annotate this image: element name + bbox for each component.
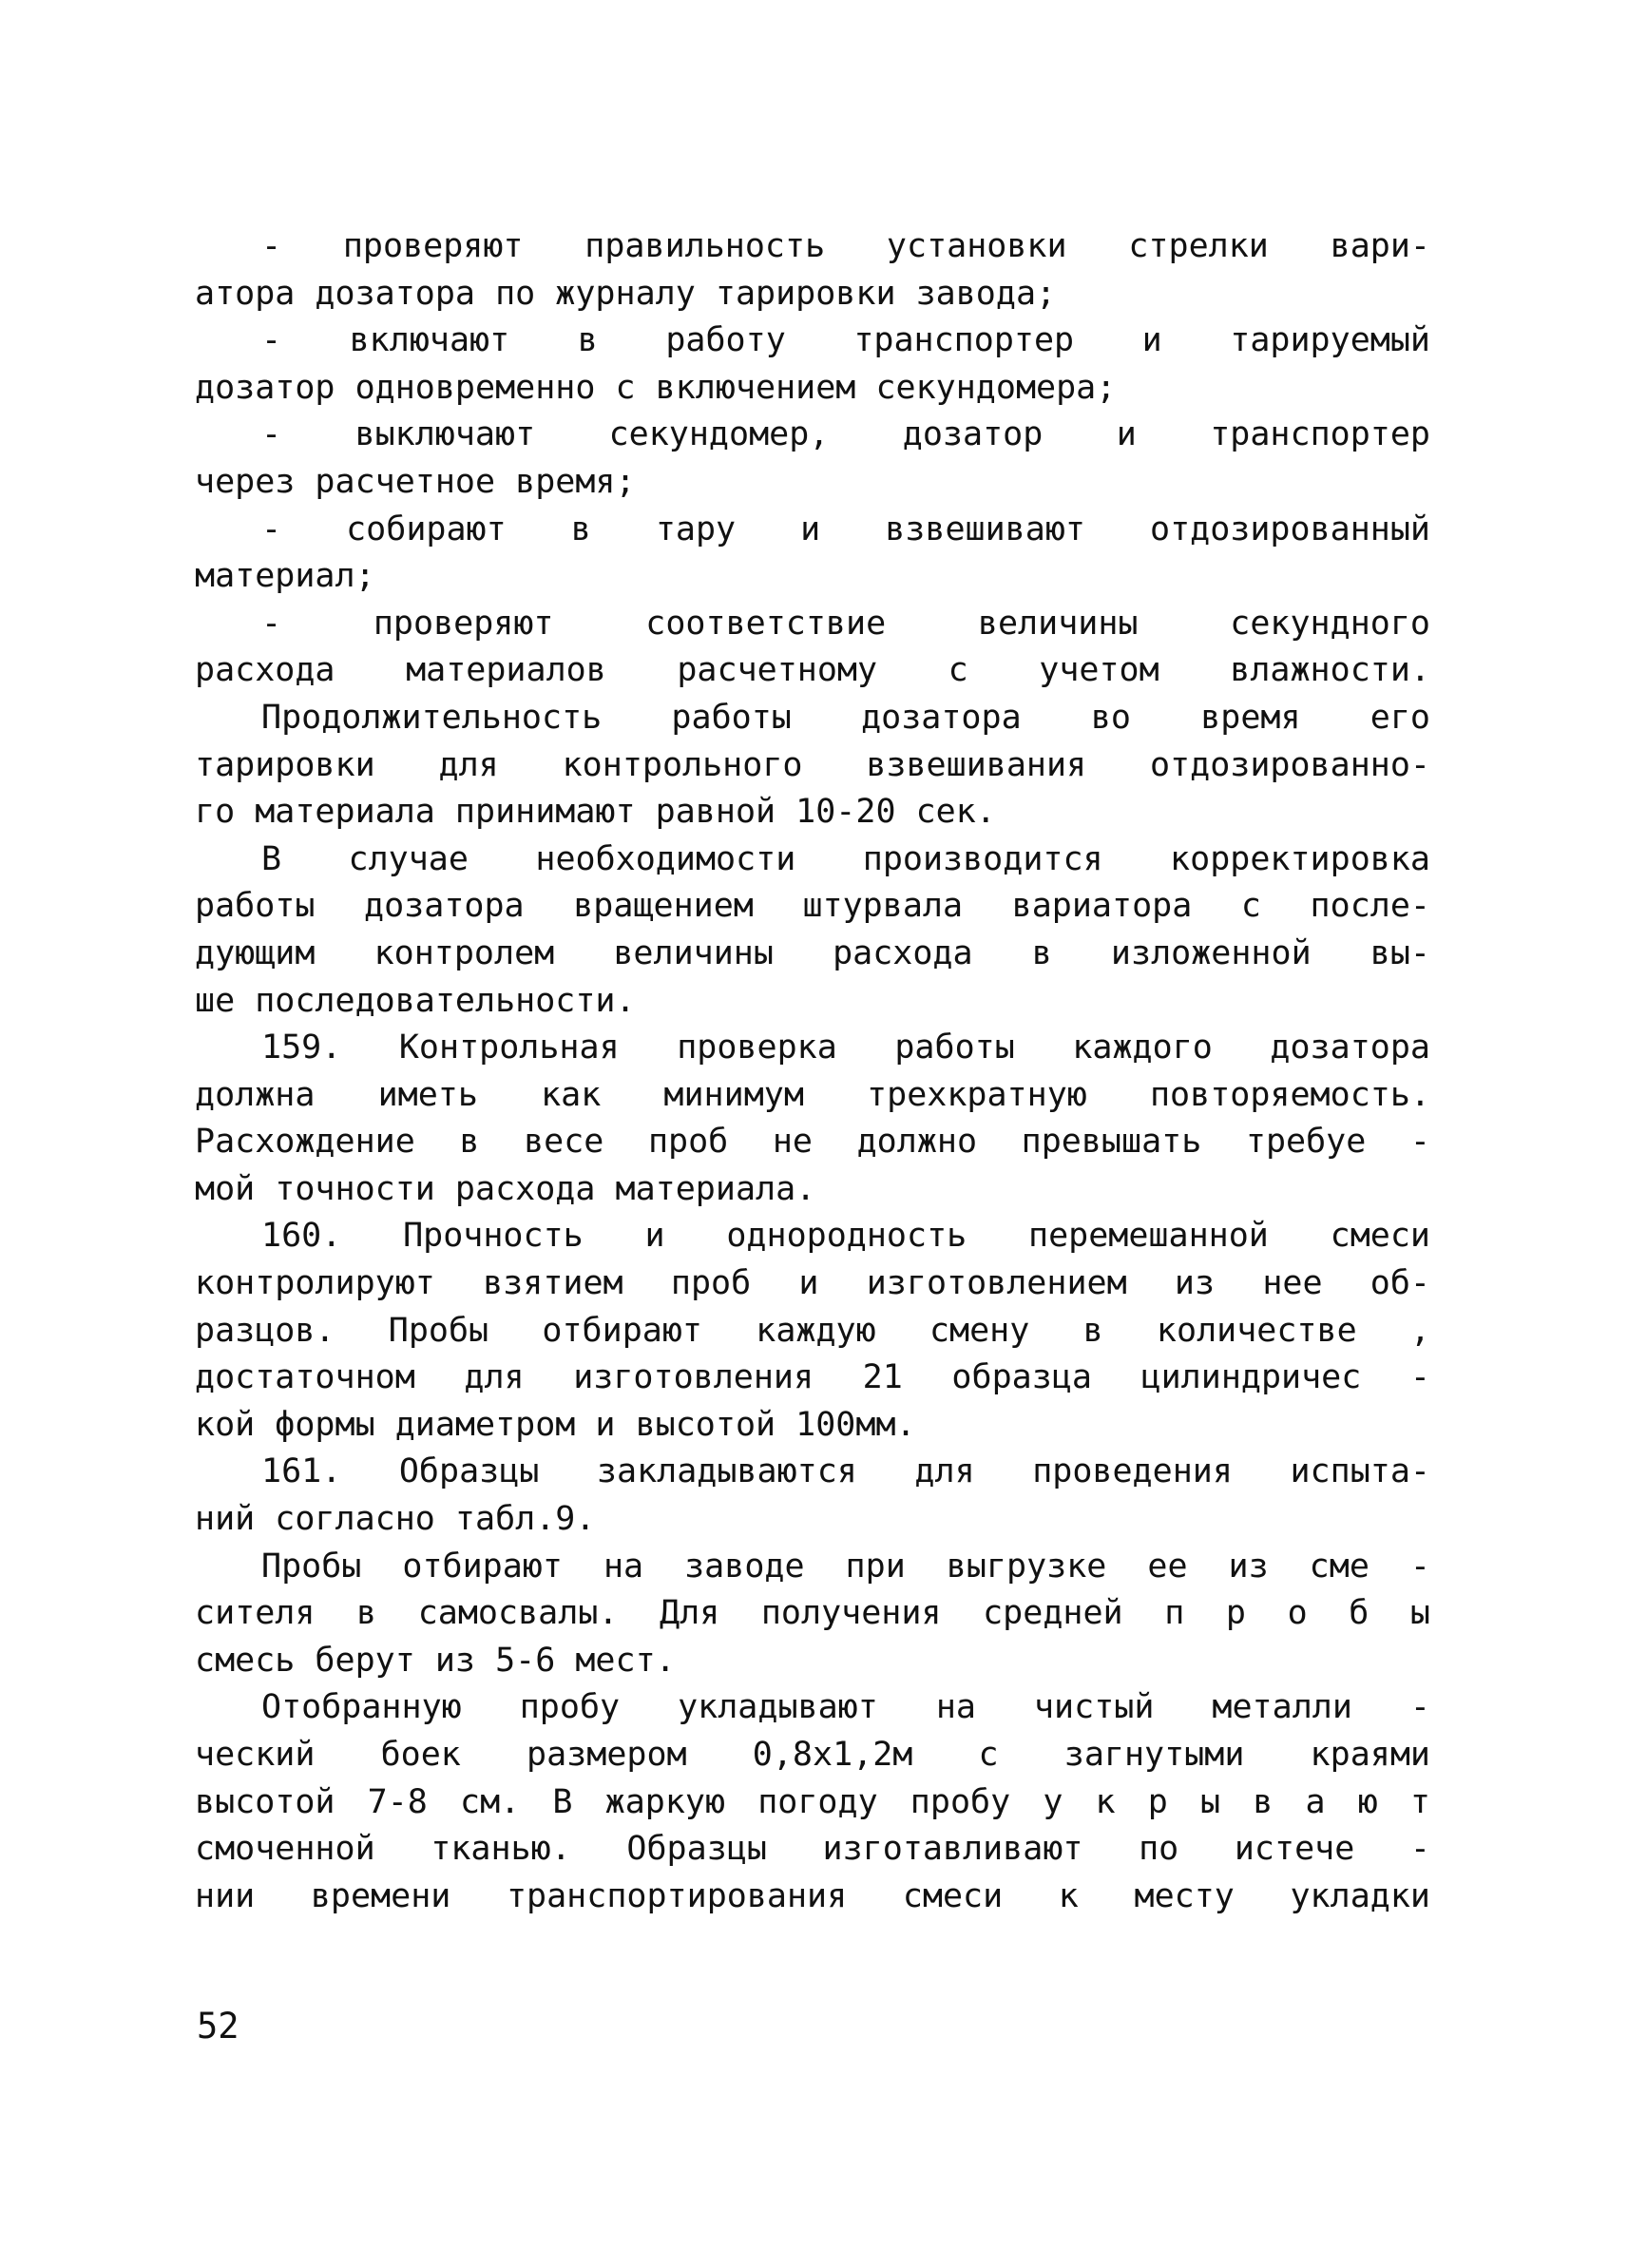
text-line: В случае необходимости производится корректировка	[261, 839, 1430, 878]
text-line: расхода материалов расчетному с учетом влажности.	[195, 651, 1430, 690]
text-line: сителя в самосвалы. Для получения средней п р о б ы	[195, 1594, 1430, 1633]
text-line: смоченной тканью. Образцы изготавливают по истече -	[195, 1830, 1430, 1869]
text-line: контролируют взятием проб и изготовлением из нее об-	[195, 1264, 1430, 1303]
text-line: 161. Образцы закладываются для проведения испыта-	[261, 1452, 1430, 1491]
text-line: - проверяют правильность установки стрелки вари-	[261, 227, 1430, 265]
text-line: ний согласно табл.9.	[195, 1500, 596, 1539]
text-line: - проверяют соответствие величины секундного	[261, 604, 1430, 643]
text-line: Пробы отбирают на заводе при выгрузке ее из сме -	[261, 1547, 1430, 1586]
text-line: смесь берут из 5-6 мест.	[195, 1641, 676, 1680]
text-line: мой точности расхода материала.	[195, 1169, 816, 1208]
text-line: Расхождение в весе проб не должно превышать требуе -	[195, 1123, 1430, 1162]
page-text	[195, 223, 1430, 1920]
text-line: Отобранную пробу укладывают на чистый металли -	[261, 1688, 1430, 1727]
text-line: 160. Прочность и однородность перемешанной смеси	[261, 1217, 1430, 1256]
text-line: высотой 7-8 см. В жаркую погоду пробу у к р ы в а ю т	[195, 1782, 1430, 1821]
text-line: ше последовательности.	[195, 981, 636, 1020]
page-number: 52	[197, 2006, 239, 2047]
text-line: атора дозатора по журналу тарировки завода;	[195, 274, 1057, 313]
text-line: тарировки для контрольного взвешивания отдозированно-	[195, 745, 1430, 784]
text-line: нии времени транспортирования смеси к месту укладки	[195, 1876, 1430, 1915]
text-line: дующим контролем величины расхода в изложенной вы-	[195, 933, 1430, 972]
text-line: 159. Контрольная проверка работы каждого дозатора	[261, 1028, 1430, 1067]
text-line: го материала принимают равной 10-20 сек.	[195, 793, 996, 832]
text-line: - собирают в тару и взвешивают отдозированный	[261, 509, 1430, 548]
text-line: разцов. Пробы отбирают каждую смену в количестве ,	[195, 1311, 1430, 1350]
text-line: дозатор одновременно с включением секундомера;	[195, 368, 1117, 407]
text-line: ческий боек размером 0,8х1,2м с загнутыми краями	[195, 1736, 1430, 1774]
text-line: достаточном для изготовления 21 образца цилиндричес -	[195, 1358, 1430, 1397]
text-line: материал;	[195, 557, 375, 596]
text-line: кой формы диаметром и высотой 100мм.	[195, 1405, 916, 1444]
text-line: работы дозатора вращением штурвала вариатора с после-	[195, 887, 1430, 926]
text-line: - выключают секундомер, дозатор и транспортер	[261, 415, 1430, 454]
text-line: должна иметь как минимум трехкратную повторяемость.	[195, 1075, 1430, 1114]
text-line: через расчетное время;	[195, 462, 636, 501]
text-line: - включают в работу транспортер и тарируемый	[261, 321, 1430, 360]
text-line: Продолжительность работы дозатора во время его	[261, 698, 1430, 737]
